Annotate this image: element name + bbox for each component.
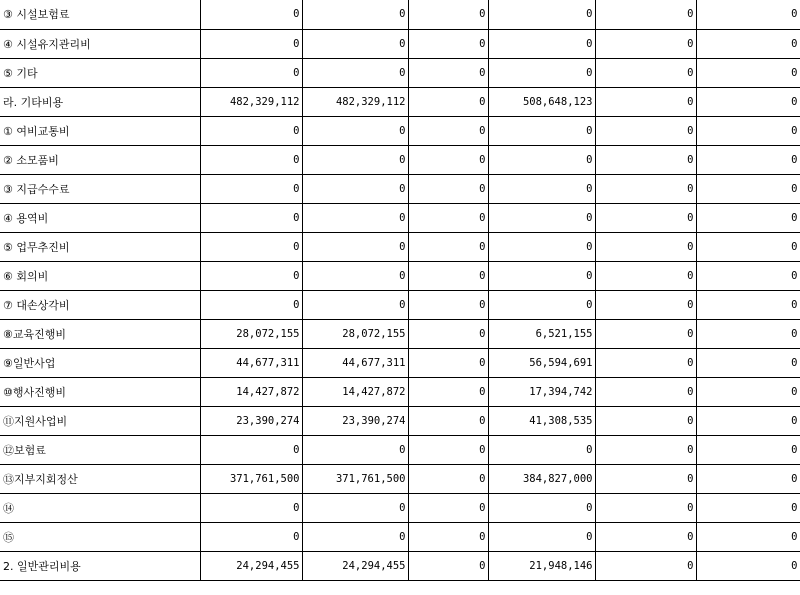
- amount-cell[interactable]: 0: [488, 0, 595, 29]
- amount-cell[interactable]: 0: [408, 290, 488, 319]
- amount-cell[interactable]: 0: [696, 348, 800, 377]
- row-label-cell[interactable]: ⑭: [0, 493, 200, 522]
- table-row: [0, 232, 800, 261]
- amount-cell[interactable]: 0: [696, 174, 800, 203]
- amount-cell[interactable]: 0: [302, 0, 408, 29]
- amount-cell[interactable]: 0: [696, 464, 800, 493]
- amount-cell[interactable]: 0: [408, 87, 488, 116]
- amount-cell[interactable]: 0: [302, 232, 408, 261]
- amount-cell[interactable]: 0: [408, 0, 488, 29]
- row-label-cell[interactable]: ⑨일반사업: [0, 348, 200, 377]
- amount-cell[interactable]: 0: [595, 551, 696, 580]
- amount-cell[interactable]: 0: [408, 348, 488, 377]
- amount-cell[interactable]: 0: [200, 232, 302, 261]
- amount-cell[interactable]: 0: [488, 435, 595, 464]
- amount-cell[interactable]: 0: [595, 87, 696, 116]
- amount-cell[interactable]: 0: [488, 58, 595, 87]
- amount-cell[interactable]: 0: [696, 522, 800, 551]
- amount-cell[interactable]: 0: [408, 464, 488, 493]
- amount-cell[interactable]: 6,521,155: [488, 319, 595, 348]
- amount-cell[interactable]: 0: [200, 174, 302, 203]
- table-row: [0, 261, 800, 290]
- table-row: [0, 551, 800, 580]
- amount-cell[interactable]: 482,329,112: [302, 87, 408, 116]
- table-row: [0, 145, 800, 174]
- amount-cell[interactable]: 0: [696, 145, 800, 174]
- amount-cell[interactable]: 0: [200, 58, 302, 87]
- row-label-cell[interactable]: ① 여비교통비: [0, 116, 200, 145]
- amount-cell[interactable]: 0: [488, 29, 595, 58]
- row-label-cell[interactable]: ③ 지급수수료: [0, 174, 200, 203]
- row-label-cell[interactable]: ② 소모품비: [0, 145, 200, 174]
- amount-cell[interactable]: 28,072,155: [200, 319, 302, 348]
- amount-cell[interactable]: 0: [595, 348, 696, 377]
- row-label-cell[interactable]: ⑧교육진행비: [0, 319, 200, 348]
- row-label-cell[interactable]: ⑤ 기타: [0, 58, 200, 87]
- amount-cell[interactable]: 0: [696, 290, 800, 319]
- table-row: [0, 464, 800, 493]
- amount-cell[interactable]: 0: [696, 116, 800, 145]
- amount-cell[interactable]: 482,329,112: [200, 87, 302, 116]
- table-row: [0, 29, 800, 58]
- amount-cell[interactable]: 0: [200, 261, 302, 290]
- amount-cell[interactable]: 0: [696, 0, 800, 29]
- amount-cell[interactable]: 0: [696, 87, 800, 116]
- amount-cell[interactable]: 0: [302, 435, 408, 464]
- amount-cell[interactable]: 0: [696, 406, 800, 435]
- amount-cell[interactable]: 0: [696, 261, 800, 290]
- amount-cell[interactable]: 0: [595, 58, 696, 87]
- amount-cell[interactable]: 0: [200, 435, 302, 464]
- amount-cell[interactable]: 0: [595, 145, 696, 174]
- amount-cell[interactable]: 0: [595, 377, 696, 406]
- amount-cell[interactable]: 41,308,535: [488, 406, 595, 435]
- amount-cell[interactable]: 44,677,311: [200, 348, 302, 377]
- amount-cell[interactable]: 0: [408, 551, 488, 580]
- table-row: [0, 290, 800, 319]
- amount-cell[interactable]: 0: [200, 290, 302, 319]
- amount-cell[interactable]: 384,827,000: [488, 464, 595, 493]
- amount-cell[interactable]: 0: [408, 406, 488, 435]
- table-row: [0, 58, 800, 87]
- row-label-cell[interactable]: ⑦ 대손상각비: [0, 290, 200, 319]
- amount-cell[interactable]: 0: [595, 29, 696, 58]
- amount-cell[interactable]: 0: [488, 261, 595, 290]
- table-row: [0, 87, 800, 116]
- amount-cell[interactable]: 0: [488, 290, 595, 319]
- amount-cell[interactable]: 44,677,311: [302, 348, 408, 377]
- amount-cell[interactable]: 0: [200, 29, 302, 58]
- amount-cell[interactable]: 0: [595, 174, 696, 203]
- amount-cell[interactable]: 0: [595, 406, 696, 435]
- amount-cell[interactable]: 0: [408, 29, 488, 58]
- amount-cell[interactable]: 0: [488, 493, 595, 522]
- amount-cell[interactable]: 0: [488, 145, 595, 174]
- amount-cell[interactable]: 0: [408, 261, 488, 290]
- table-row: [0, 377, 800, 406]
- amount-cell[interactable]: 0: [595, 435, 696, 464]
- amount-cell[interactable]: 0: [408, 58, 488, 87]
- amount-cell[interactable]: 371,761,500: [200, 464, 302, 493]
- table-row: [0, 435, 800, 464]
- table-row: [0, 493, 800, 522]
- amount-cell[interactable]: 0: [595, 493, 696, 522]
- table-row: [0, 406, 800, 435]
- amount-cell[interactable]: 0: [696, 203, 800, 232]
- amount-cell[interactable]: 508,648,123: [488, 87, 595, 116]
- table-row: [0, 174, 800, 203]
- table-row: [0, 203, 800, 232]
- amount-cell[interactable]: 21,948,146: [488, 551, 595, 580]
- amount-cell[interactable]: 0: [595, 203, 696, 232]
- table-row: [0, 348, 800, 377]
- amount-cell[interactable]: 0: [302, 261, 408, 290]
- amount-cell[interactable]: 0: [200, 203, 302, 232]
- amount-cell[interactable]: 0: [595, 290, 696, 319]
- amount-cell[interactable]: 0: [302, 145, 408, 174]
- amount-cell[interactable]: 0: [408, 522, 488, 551]
- row-label-cell[interactable]: ⑮: [0, 522, 200, 551]
- row-label-cell[interactable]: ⑤ 업무추진비: [0, 232, 200, 261]
- amount-cell[interactable]: 0: [488, 232, 595, 261]
- amount-cell[interactable]: 0: [595, 0, 696, 29]
- amount-cell[interactable]: 56,594,691: [488, 348, 595, 377]
- table-row: [0, 0, 800, 29]
- amount-cell[interactable]: 0: [200, 116, 302, 145]
- amount-cell[interactable]: 0: [200, 145, 302, 174]
- amount-cell[interactable]: 0: [595, 261, 696, 290]
- amount-cell[interactable]: 0: [200, 522, 302, 551]
- amount-cell[interactable]: 24,294,455: [200, 551, 302, 580]
- amount-cell[interactable]: 0: [595, 116, 696, 145]
- amount-cell[interactable]: 0: [696, 58, 800, 87]
- amount-cell[interactable]: 0: [302, 29, 408, 58]
- amount-cell[interactable]: 0: [595, 232, 696, 261]
- amount-cell[interactable]: 0: [408, 493, 488, 522]
- amount-cell[interactable]: 0: [408, 145, 488, 174]
- amount-cell[interactable]: 14,427,872: [200, 377, 302, 406]
- amount-cell[interactable]: 0: [696, 551, 800, 580]
- amount-cell[interactable]: 0: [302, 493, 408, 522]
- amount-cell[interactable]: 0: [595, 464, 696, 493]
- amount-cell[interactable]: 23,390,274: [302, 406, 408, 435]
- row-label-cell[interactable]: ④ 용역비: [0, 203, 200, 232]
- row-label-cell[interactable]: ⑫보험료: [0, 435, 200, 464]
- amount-cell[interactable]: 0: [488, 522, 595, 551]
- amount-cell[interactable]: 0: [595, 522, 696, 551]
- amount-cell[interactable]: 0: [408, 174, 488, 203]
- amount-cell[interactable]: 0: [200, 0, 302, 29]
- amount-cell[interactable]: 0: [302, 203, 408, 232]
- amount-cell[interactable]: 0: [595, 319, 696, 348]
- amount-cell[interactable]: 0: [408, 435, 488, 464]
- amount-cell[interactable]: 0: [408, 319, 488, 348]
- amount-cell[interactable]: 0: [302, 174, 408, 203]
- amount-cell[interactable]: 14,427,872: [302, 377, 408, 406]
- amount-cell[interactable]: 0: [302, 522, 408, 551]
- row-label-cell[interactable]: ⑪지원사업비: [0, 406, 200, 435]
- table-row: [0, 319, 800, 348]
- amount-cell[interactable]: 0: [488, 174, 595, 203]
- row-label-cell[interactable]: 2. 일반관리비용: [0, 551, 200, 580]
- amount-cell[interactable]: 0: [302, 290, 408, 319]
- amount-cell[interactable]: 17,394,742: [488, 377, 595, 406]
- amount-cell[interactable]: 28,072,155: [302, 319, 408, 348]
- amount-cell[interactable]: 0: [696, 232, 800, 261]
- row-label-cell[interactable]: ⑩행사진행비: [0, 377, 200, 406]
- amount-cell[interactable]: 0: [408, 232, 488, 261]
- amount-cell[interactable]: 0: [200, 493, 302, 522]
- amount-cell[interactable]: 0: [696, 319, 800, 348]
- amount-cell[interactable]: 0: [408, 203, 488, 232]
- amount-cell[interactable]: 371,761,500: [302, 464, 408, 493]
- row-label-cell[interactable]: ⑥ 회의비: [0, 261, 200, 290]
- amount-cell[interactable]: 0: [696, 29, 800, 58]
- amount-cell[interactable]: 23,390,274: [200, 406, 302, 435]
- amount-cell[interactable]: 0: [302, 116, 408, 145]
- amount-cell[interactable]: 24,294,455: [302, 551, 408, 580]
- amount-cell[interactable]: 0: [696, 493, 800, 522]
- amount-cell[interactable]: 0: [408, 116, 488, 145]
- amount-cell[interactable]: 0: [408, 377, 488, 406]
- amount-cell[interactable]: 0: [488, 203, 595, 232]
- table-row: [0, 522, 800, 551]
- amount-cell[interactable]: 0: [488, 116, 595, 145]
- row-label-cell[interactable]: ④ 시설유지관리비: [0, 29, 200, 58]
- amount-cell[interactable]: 0: [696, 435, 800, 464]
- table-row: [0, 116, 800, 145]
- amount-cell[interactable]: 0: [302, 58, 408, 87]
- row-label-cell[interactable]: 라. 기타비용: [0, 87, 200, 116]
- row-label-cell[interactable]: ⑬지부지회정산: [0, 464, 200, 493]
- row-label-cell[interactable]: ③ 시설보험료: [0, 0, 200, 29]
- amount-cell[interactable]: 0: [696, 377, 800, 406]
